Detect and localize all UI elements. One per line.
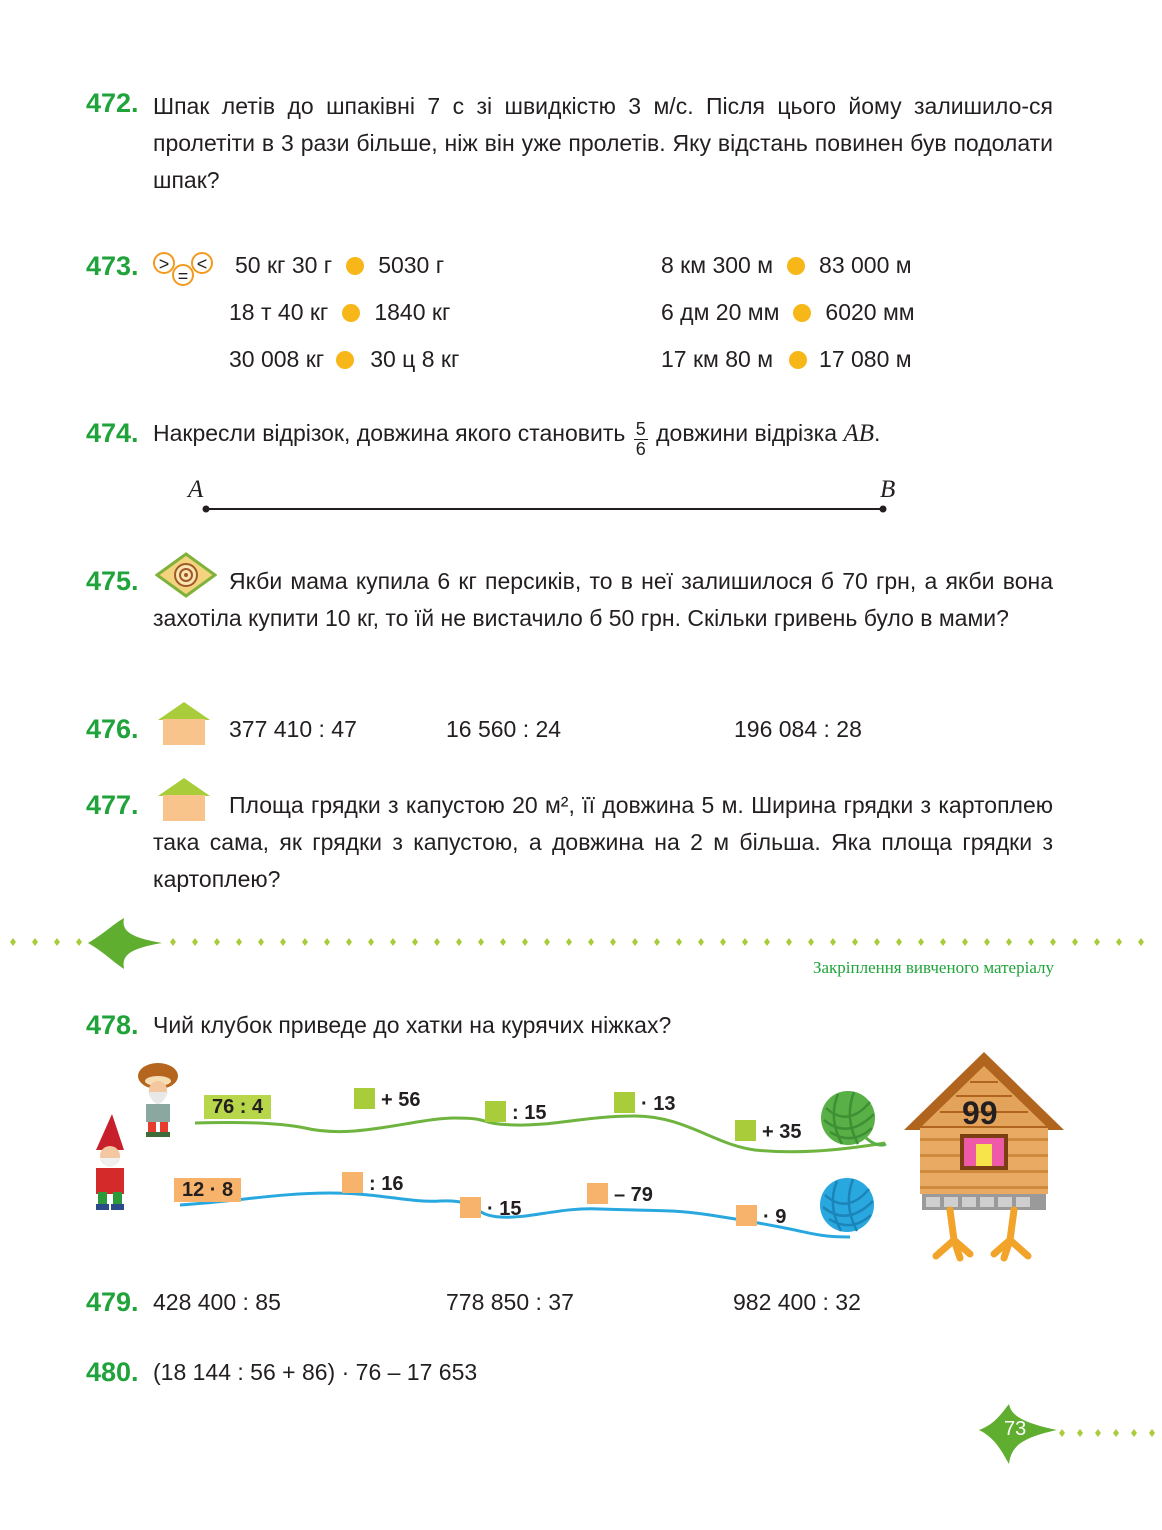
divider-dot	[764, 938, 770, 946]
problem-number-478: 478.	[86, 1010, 139, 1040]
operation: : 15	[512, 1102, 547, 1124]
operation: · 9	[763, 1206, 787, 1228]
expression-480: (18 144 : 56 + 86) · 76 – 17 653	[153, 1359, 478, 1385]
compare-right-value: 6020 мм	[825, 299, 915, 325]
blank-square-icon	[587, 1183, 608, 1204]
divider-dot	[236, 938, 242, 946]
divider-dot	[698, 938, 704, 946]
divider-dot	[632, 938, 638, 946]
divider-dot	[412, 938, 418, 946]
operation: : 16	[369, 1173, 404, 1195]
blank-circle-icon	[793, 304, 811, 322]
segment-name: AB	[843, 420, 874, 447]
section-title: Закріплення вивченого матеріалу	[812, 958, 1054, 977]
divider-dot	[852, 938, 858, 946]
divider-dot	[610, 938, 616, 946]
divider-dot	[808, 938, 814, 946]
divider-dot	[742, 938, 748, 946]
fraction	[634, 420, 648, 459]
hut-on-chicken-legs-icon	[900, 1050, 1068, 1262]
operation: · 13	[641, 1093, 676, 1115]
divider-dot	[918, 938, 924, 946]
equal-sign: =	[177, 266, 189, 286]
blank-circle-icon	[346, 257, 364, 275]
divider-dot	[170, 938, 176, 946]
problem-number-476: 476.	[86, 714, 139, 744]
period: .	[873, 420, 881, 446]
divider-dot	[544, 938, 550, 946]
green-op-4	[735, 1120, 801, 1144]
compare-left-value: 17 км 80 м	[661, 346, 774, 372]
problem-474-text	[153, 420, 880, 459]
divider-dot	[654, 938, 660, 946]
blank-square-icon	[485, 1101, 506, 1122]
operation: – 79	[614, 1184, 653, 1206]
divider-dot	[786, 938, 792, 946]
divider-dot	[346, 938, 352, 946]
green-op-2	[485, 1101, 546, 1125]
compare-row-1-right	[661, 252, 912, 279]
house-number: 99	[962, 1095, 998, 1131]
compare-left-value: 18 т 40 кг	[229, 299, 329, 325]
green-yarn-ball-icon	[818, 1088, 888, 1154]
compare-signs-icon	[150, 250, 216, 290]
blank-square-icon	[614, 1092, 635, 1113]
house-icon	[156, 700, 212, 751]
compare-left-value: 8 км 300 м	[661, 252, 774, 278]
problem-474-text-before: Накресли відрізок, довжина якого становить	[153, 420, 626, 446]
divider-dot	[940, 938, 946, 946]
problem-number-474: 474.	[86, 418, 139, 448]
divider-dot	[302, 938, 308, 946]
operation: + 35	[762, 1121, 802, 1143]
blue-op-1	[342, 1172, 403, 1196]
divider-dot	[1116, 938, 1122, 946]
blank-square-icon	[342, 1172, 363, 1193]
fraction-numerator: 5	[635, 419, 646, 439]
problem-number-473: 473.	[86, 251, 139, 281]
problem-number-472: 472.	[86, 88, 139, 118]
divider-dot	[390, 938, 396, 946]
compare-right-value: 83 000 м	[819, 252, 912, 278]
segment-ab	[200, 502, 890, 516]
divider-dot	[214, 938, 220, 946]
divider-dot	[192, 938, 198, 946]
green-op-3	[614, 1092, 675, 1116]
divider-dot	[1094, 938, 1100, 946]
divider-dot	[1006, 938, 1012, 946]
problem-number-477: 477.	[86, 790, 139, 820]
expression-476-1: 377 410 : 47	[229, 716, 357, 742]
problem-478-text: Чий клубок приведе до хатки на курячих ніжках?	[153, 1012, 672, 1038]
divider-dot	[1072, 938, 1078, 946]
divider-dot	[566, 938, 572, 946]
divider-dot	[830, 938, 836, 946]
problem-number-480: 480.	[86, 1357, 139, 1387]
divider-dot	[500, 938, 506, 946]
green-path-start: 76 : 4	[204, 1095, 271, 1119]
compare-right-value: 17 080 м	[819, 346, 912, 372]
blank-circle-icon	[787, 257, 805, 275]
divider-dot	[258, 938, 264, 946]
greater-sign: >	[158, 254, 170, 274]
blue-op-2	[460, 1197, 521, 1221]
divider-dot	[874, 938, 880, 946]
point-b-label: B	[880, 476, 896, 503]
expression-476-2: 16 560 : 24	[446, 716, 562, 742]
blank-circle-icon	[789, 351, 807, 369]
divider-dot	[896, 938, 902, 946]
divider-dot	[1138, 938, 1144, 946]
blank-square-icon	[736, 1205, 757, 1226]
gnome-red-hat-icon	[82, 1112, 140, 1216]
problem-474-text-after: довжини відрізка	[656, 420, 838, 446]
expression-479-2: 778 850 : 37	[446, 1289, 574, 1315]
compare-left-value: 30 008 кг	[229, 346, 325, 372]
blank-circle-icon	[336, 351, 354, 369]
divider-dot	[456, 938, 462, 946]
blue-yarn-ball-icon	[814, 1175, 884, 1241]
compare-row-3-left	[229, 346, 459, 373]
problem-number-475: 475.	[86, 566, 139, 596]
divider-dot	[984, 938, 990, 946]
compare-row-1-left	[235, 252, 444, 279]
expression-479-1: 428 400 : 85	[153, 1289, 281, 1315]
blue-path-start: 12 · 8	[174, 1178, 241, 1202]
divider-dot	[1028, 938, 1034, 946]
divider-dot	[1050, 938, 1056, 946]
divider-dot	[676, 938, 682, 946]
blank-square-icon	[460, 1197, 481, 1218]
operation: + 56	[381, 1089, 421, 1111]
operation: · 15	[487, 1198, 522, 1220]
compare-right-value: 1840 кг	[374, 299, 451, 325]
problem-472-text: Шпак летів до шпаківні 7 с зі швидкістю 3 м/с. Після цього йому залишило-ся пролетіти в 3 рази більше, ніж він уже пролетів. Яку відстань повинен був подолати шпак?	[153, 93, 1053, 193]
page-number: 73	[1004, 1418, 1027, 1440]
divider-dot	[588, 938, 594, 946]
compare-right-value: 30 ц 8 кг	[370, 346, 460, 372]
compare-left-value: 6 дм 20 мм	[661, 299, 780, 325]
blank-circle-icon	[342, 304, 360, 322]
compare-row-2-left	[229, 299, 450, 326]
divider-dot	[324, 938, 330, 946]
less-sign: <	[196, 254, 208, 274]
expression-479-3: 982 400 : 32	[733, 1289, 861, 1315]
compare-right-value: 5030 г	[378, 252, 445, 278]
green-op-1	[354, 1088, 420, 1112]
expression-476-3: 196 084 : 28	[734, 716, 862, 742]
blue-op-4	[736, 1205, 786, 1229]
divider-dot	[720, 938, 726, 946]
point-a-label: A	[188, 476, 204, 503]
divider-dot	[368, 938, 374, 946]
divider-dot	[434, 938, 440, 946]
compare-left-value: 50 кг 30 г	[235, 252, 333, 278]
problem-number-479: 479.	[86, 1287, 139, 1317]
fraction-denominator: 6	[635, 439, 646, 459]
compare-row-2-right	[661, 299, 915, 326]
divider-dot	[522, 938, 528, 946]
divider-dot	[962, 938, 968, 946]
blank-square-icon	[735, 1120, 756, 1141]
blue-op-3	[587, 1183, 653, 1207]
divider-dot	[478, 938, 484, 946]
problem-475-text: Якби мама купила 6 кг персиків, то в неї залишилося б 70 грн, а якби вона захотіла купити 10 кг, то їй не вистачило б 50 грн. Скільки гривень було в мами?	[153, 568, 1053, 631]
compare-row-3-right	[661, 346, 912, 373]
blank-square-icon	[354, 1088, 375, 1109]
problem-477-text: Площа грядки з капустою 20 м², її довжина 5 м. Ширина грядки з картоплею така сама, як грядки з капустою, а довжина на 2 м більша. Яка площа грядки з картоплею?	[153, 792, 1053, 892]
divider-dot	[280, 938, 286, 946]
